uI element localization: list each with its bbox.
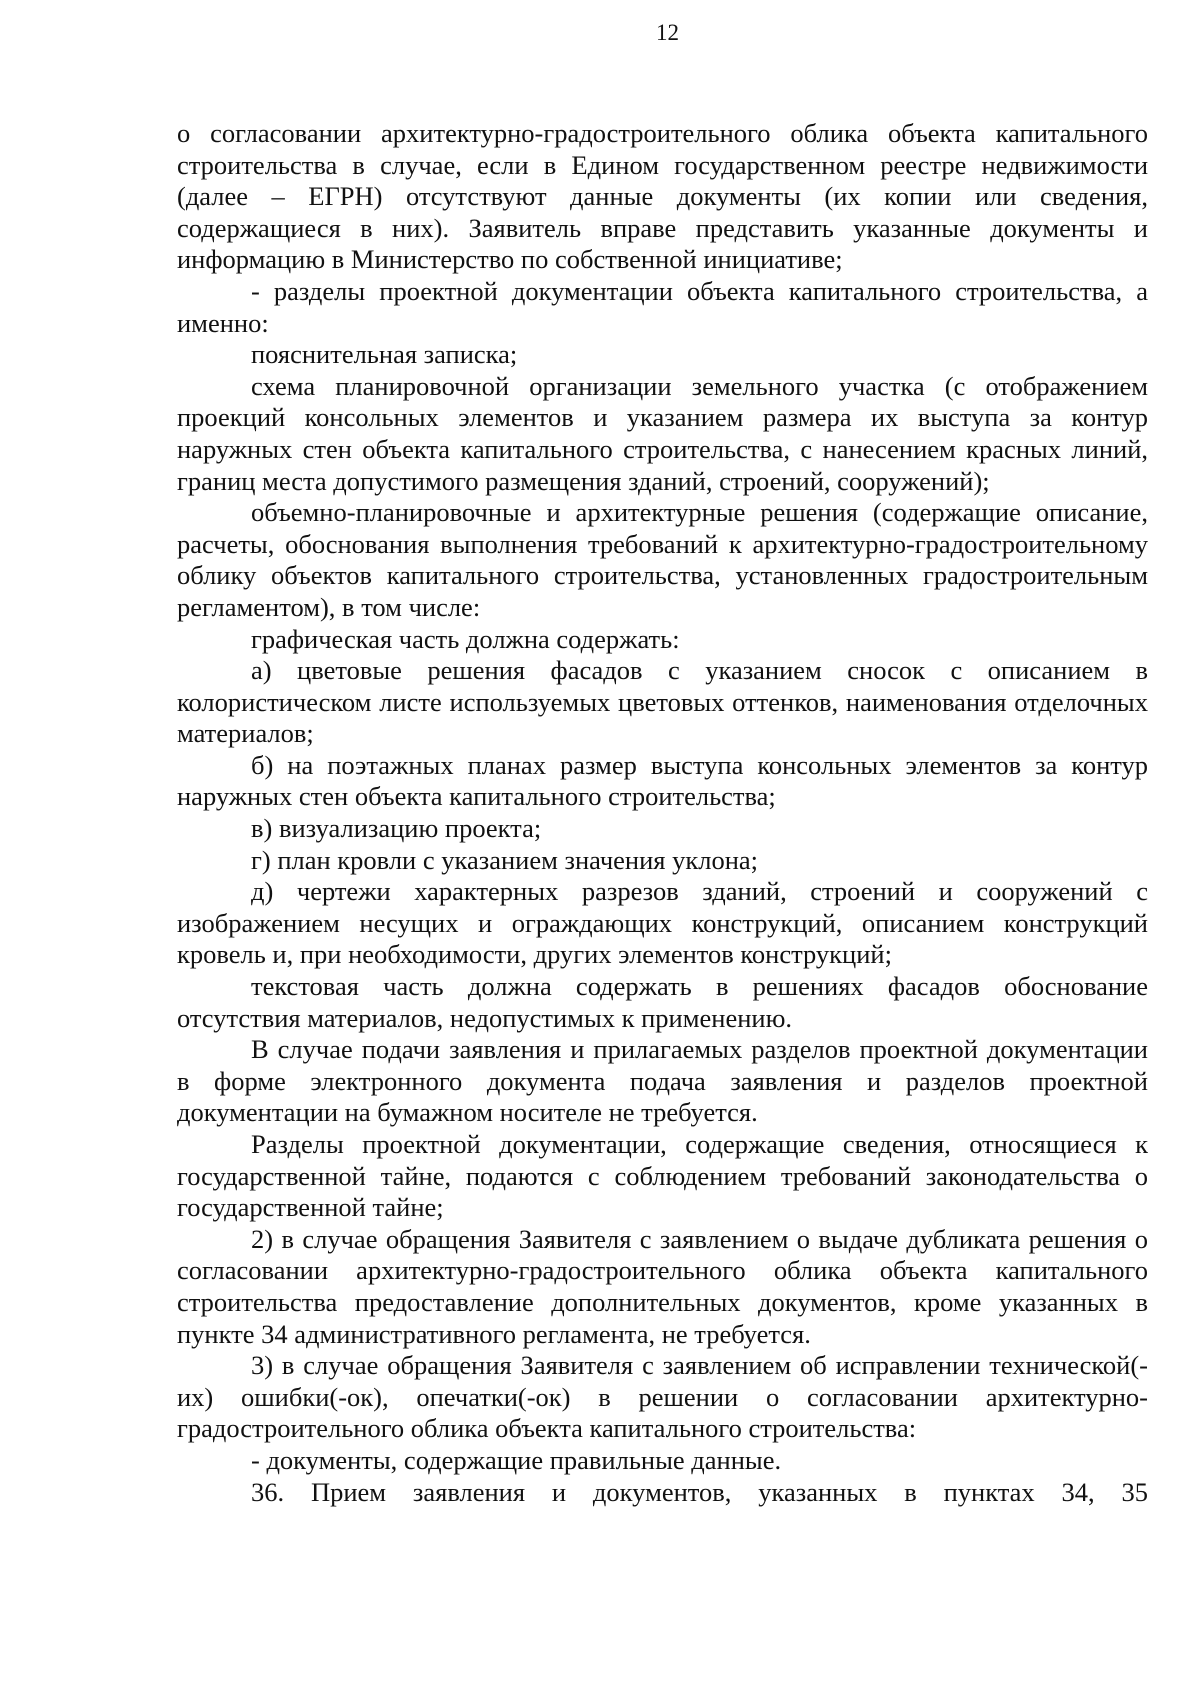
paragraph-item-3: 3) в случае обращения Заявителя с заявлением об исправлении технической(-их) ошибки(-ок), опечатки(-ок) в решении о согласовании архитектурно-градостроительного облика объекта капитального строительства: — [177, 1350, 1148, 1444]
page-number: 12 — [656, 20, 679, 45]
paragraph-project-sections: - разделы проектной документации объекта капитального строительства, а именно: — [177, 275, 1148, 338]
paragraph-text-part: текстовая часть должна содержать в решениях фасадов обоснование отсутствия материалов, недопустимых к применению. — [177, 971, 1148, 1033]
list-item-a: а) цветовые решения фасадов с указанием сносок с описанием в колористическом листе используемых цветовых оттенков, наименования отделочных материалов; — [177, 655, 1148, 749]
paragraph-36: 36. Прием заявления и документов, указанных в пунктах 34, 35 — [251, 1476, 1148, 1507]
list-item-v: в) визуализацию проекта; — [251, 813, 542, 844]
paragraph-site-plan: схема планировочной организации земельного участка (с отображением проекций консольных элементов и указанием размера их выступа за контур наружных стен объекта капитального строительства, с нанесением красных линий, границ места допустимого размещения зданий, строений, сооружений); — [177, 370, 1148, 496]
paragraph-continuation: о согласовании архитектурно-градостроительного облика объекта капитального строительства в случае, если в Едином государственном реестре недвижимости (далее – ЕГРН) отсутствуют данные документы (их копии или сведения, содержащиеся в них). Заявитель вправе представить указанные документы и информацию в Министерство по собственной инициативе; — [177, 118, 1148, 275]
list-item-d: д) чертежи характерных разрезов зданий, строений и сооружений с изображением несущих и ограждающих конструкций, описанием конструкций кровель и, при необходимости, других элементов конструкций; — [177, 876, 1148, 970]
paragraph-item-2: 2) в случае обращения Заявителя с заявлением о выдаче дубликата решения о согласовании архитектурно-градостроительного облика объекта капитального строительства предоставление дополнительных документов, кроме указанных в пункте 34 административного регламента, не требуется. — [177, 1223, 1148, 1349]
paragraph-explanatory-note: пояснительная записка; — [251, 339, 518, 370]
paragraph-state-secret: Разделы проектной документации, содержащие сведения, относящиеся к государственной тайне, подаются с соблюдением требований законодательства о государственной тайне; — [177, 1129, 1148, 1223]
paragraph-space-planning: объемно-планировочные и архитектурные решения (содержащие описание, расчеты, обоснования выполнения требований к архитектурно-градостроительному облику объектов капитального строительства, установленных градостроительным регламентом), в том числе: — [177, 497, 1148, 622]
paragraph-graphic-part: графическая часть должна содержать: — [251, 623, 680, 654]
paragraph-correct-data: - документы, содержащие правильные данные. — [251, 1444, 782, 1475]
list-item-b: б) на поэтажных планах размер выступа консольных элементов за контур наружных стен объекта капитального строительства; — [177, 749, 1148, 812]
document-body — [177, 118, 1148, 1508]
list-item-g: г) план кровли с указанием значения уклона; — [251, 844, 759, 875]
paragraph-electronic-submission: В случае подачи заявления и прилагаемых разделов проектной документации в форме электронного документа подача заявления и разделов проектной документации на бумажном носителе не требуется. — [177, 1034, 1148, 1128]
